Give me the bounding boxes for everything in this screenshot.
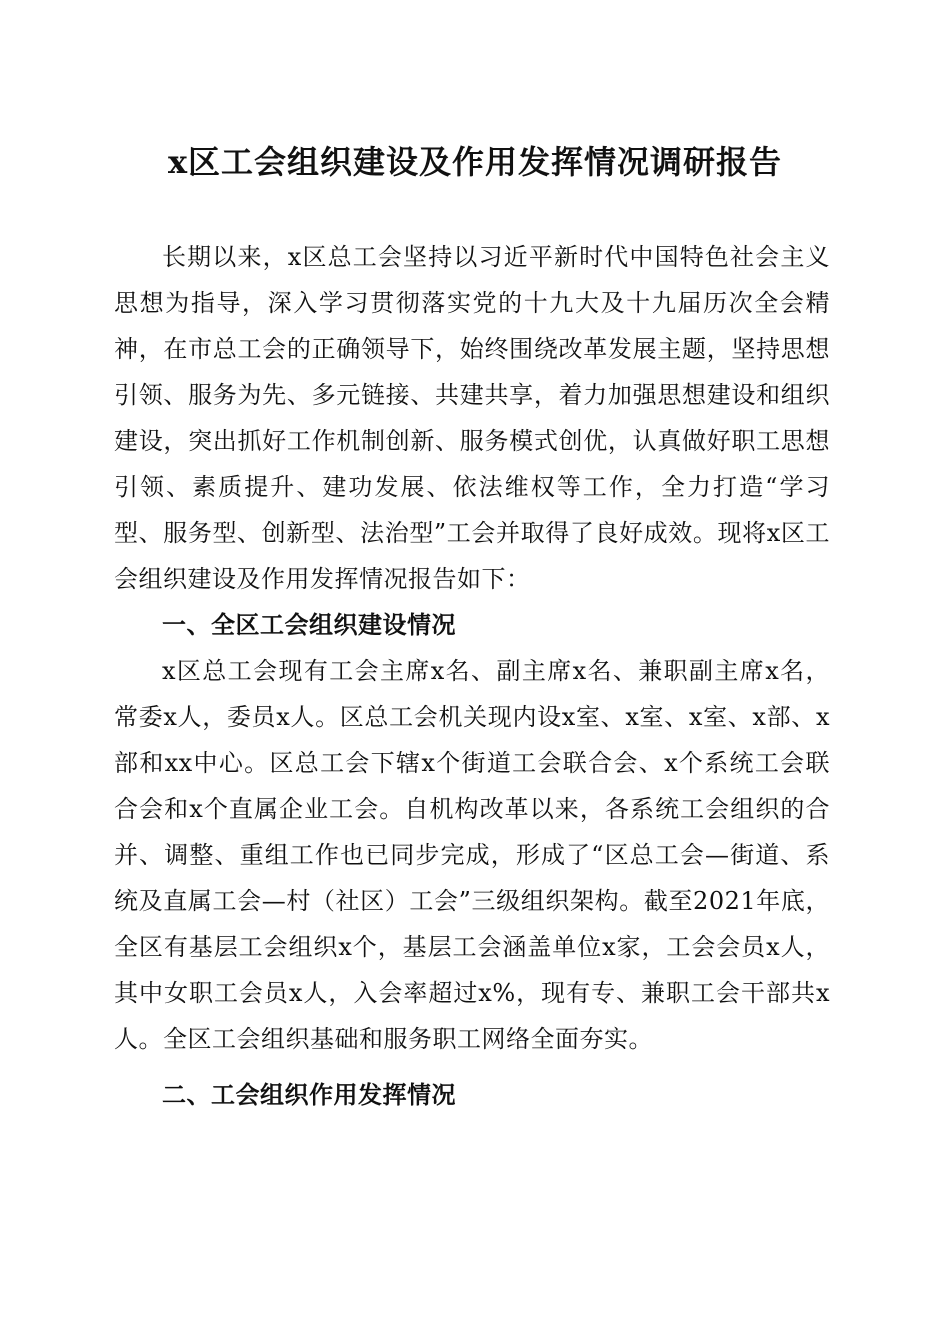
section-1-heading: 一、全区工会组织建设情况 xyxy=(162,611,456,639)
document-title: x区工会组织建设及作用发挥情况调研报告 xyxy=(167,143,783,181)
section-2-heading: 二、工会组织作用发挥情况 xyxy=(162,1081,456,1109)
intro-paragraph: 长期以来，x区总工会坚持以习近平新时代中国特色社会主义思想为指导，深入学习贯彻落实党的十九大及十九届历次全会精神，在市总工会的正确领导下，始终围绕改革发展主题，坚持思想引领、服务为先、多元链接、共建共享，着力加强思想建设和组织建设，突出抓好工作机制创新、服务模式创优，认真做好职工思想引领、素质提升、建功发展、依法维权等工作，全力打造“学习型、服务型、创新型、法治型”工会并取得了良好成效。现将x区工会组织建设及作用发挥情况报告如下： xyxy=(114,243,830,593)
document-body xyxy=(114,234,830,1118)
section-gap xyxy=(114,1062,830,1072)
section-1-paragraph: x区总工会现有工会主席x名、副主席x名、兼职副主席x名，常委x人，委员x人。区总工会机关现内设x室、x室、x室、x部、x部和xx中心。区总工会下辖x个街道工会联合会、x个系统工会联合会和x个直属企业工会。自机构改革以来，各系统工会组织的合并、调整、重组工作也已同步完成，形成了“区总工会—街道、系统及直属工会—村（社区）工会”三级组织架构。截至2021年底，全区有基层工会组织x个，基层工会涵盖单位x家，工会会员x人，其中女职工会员x人，入会率超过x%，现有专、兼职工会干部共x人。全区工会组织基础和服务职工网络全面夯实。 xyxy=(114,657,830,1053)
